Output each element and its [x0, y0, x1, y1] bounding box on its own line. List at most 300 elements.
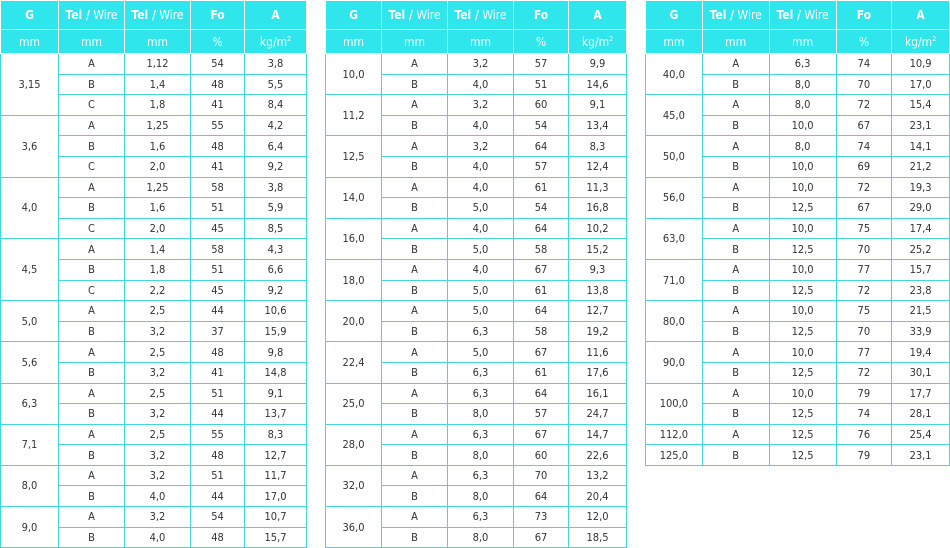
a-value: 6,6 [245, 259, 307, 280]
header-sublabel: Wire [734, 8, 762, 22]
table-row [646, 95, 950, 116]
unit-tel-wire-2: mm [448, 30, 514, 54]
header-a [569, 1, 627, 30]
a-value: 19,3 [892, 177, 950, 198]
header-label: Tel / [65, 8, 90, 22]
tel-wire-value: B [702, 404, 769, 425]
header-tel-wire [702, 1, 769, 30]
tel-wire-2-value: 4,0 [448, 259, 514, 280]
wire-table-3 [645, 0, 950, 466]
tel-wire-value: A [382, 177, 448, 198]
fo-value: 73 [514, 507, 569, 528]
table-row [1, 383, 307, 404]
a-value: 25,4 [892, 424, 950, 445]
header-sublabel: Wire [412, 8, 441, 22]
fo-value: 72 [836, 95, 892, 116]
g-value: 63,0 [646, 218, 703, 259]
g-value: 80,0 [646, 301, 703, 342]
fo-value: 51 [191, 259, 245, 280]
a-value: 11,3 [569, 177, 627, 198]
tel-wire-value: A [59, 54, 125, 75]
fo-value: 64 [514, 486, 569, 507]
tel-wire-2-value: 1,8 [125, 259, 191, 280]
header-sublabel: Wire [89, 8, 118, 22]
table-row [326, 136, 627, 157]
fo-value: 58 [191, 177, 245, 198]
table-row [1, 115, 307, 136]
a-value: 3,8 [245, 177, 307, 198]
a-value: 9,2 [245, 280, 307, 301]
fo-value: 64 [514, 383, 569, 404]
tel-wire-2-value: 3,2 [448, 136, 514, 157]
tel-wire-value: A [382, 259, 448, 280]
tel-wire-value: B [382, 156, 448, 177]
a-value: 8,3 [245, 424, 307, 445]
a-value: 4,2 [245, 115, 307, 136]
table-row [326, 507, 627, 528]
unit-g: mm [1, 30, 59, 54]
tel-wire-value: A [702, 177, 769, 198]
tel-wire-2-value: 4,0 [448, 156, 514, 177]
table-row [326, 465, 627, 486]
units-row [326, 30, 627, 54]
fo-value: 79 [836, 383, 892, 404]
fo-value: 37 [191, 321, 245, 342]
tel-wire-value: B [702, 280, 769, 301]
a-value: 14,6 [569, 74, 627, 95]
table-row [1, 177, 307, 198]
fo-value: 45 [191, 218, 245, 239]
table-row [1, 54, 307, 75]
a-value: 9,1 [245, 383, 307, 404]
tel-wire-value: B [702, 239, 769, 260]
table-row [646, 301, 950, 322]
fo-value: 76 [836, 424, 892, 445]
tel-wire-2-value: 12,5 [769, 362, 836, 383]
tel-wire-value: A [702, 95, 769, 116]
a-value: 29,0 [892, 198, 950, 219]
a-value: 8,4 [245, 95, 307, 116]
fo-value: 70 [836, 321, 892, 342]
header-label: A [271, 8, 280, 22]
tel-wire-value: B [59, 74, 125, 95]
unit-a [569, 30, 627, 54]
tel-wire-2-value: 6,3 [448, 362, 514, 383]
header-label: Tel / [388, 8, 413, 22]
tel-wire-value: A [702, 301, 769, 322]
a-value: 15,7 [245, 527, 307, 548]
unit-fo: % [191, 30, 245, 54]
tel-wire-value: C [59, 156, 125, 177]
tel-wire-2-value: 8,0 [448, 404, 514, 425]
fo-value: 58 [191, 239, 245, 260]
a-value: 15,7 [892, 259, 950, 280]
fo-value: 67 [514, 259, 569, 280]
fo-value: 54 [191, 54, 245, 75]
tel-wire-value: B [59, 321, 125, 342]
tel-wire-value: C [59, 280, 125, 301]
fo-value: 75 [836, 301, 892, 322]
a-value: 19,2 [569, 321, 627, 342]
a-value: 10,9 [892, 54, 950, 75]
tel-wire-2-value: 5,0 [448, 301, 514, 322]
g-value: 5,0 [1, 301, 59, 342]
g-value: 28,0 [326, 424, 382, 465]
g-value: 4,5 [1, 239, 59, 301]
tel-wire-value: A [382, 136, 448, 157]
tel-wire-2-value: 1,6 [125, 198, 191, 219]
header-label: G [349, 8, 358, 22]
header-label: Fo [856, 8, 871, 22]
header-fo [836, 1, 892, 30]
fo-value: 57 [514, 404, 569, 425]
a-value: 17,0 [892, 74, 950, 95]
fo-value: 41 [191, 156, 245, 177]
fo-value: 74 [836, 404, 892, 425]
fo-value: 64 [514, 301, 569, 322]
g-value: 45,0 [646, 95, 703, 136]
g-value: 56,0 [646, 177, 703, 218]
fo-value: 57 [514, 156, 569, 177]
unit-a-base: kg/m [259, 34, 288, 49]
tel-wire-2-value: 8,0 [769, 95, 836, 116]
header-sublabel: Wire [801, 8, 829, 22]
tel-wire-2-value: 1,25 [125, 177, 191, 198]
fo-value: 41 [191, 95, 245, 116]
tel-wire-value: B [702, 156, 769, 177]
tel-wire-value: A [382, 54, 448, 75]
tel-wire-2-value: 10,0 [769, 218, 836, 239]
a-value: 13,8 [569, 280, 627, 301]
tel-wire-2-value: 8,0 [448, 486, 514, 507]
tel-wire-2-value: 3,2 [448, 54, 514, 75]
a-value: 11,6 [569, 342, 627, 363]
fo-value: 67 [514, 342, 569, 363]
fo-value: 57 [514, 54, 569, 75]
a-value: 19,4 [892, 342, 950, 363]
a-value: 30,1 [892, 362, 950, 383]
tel-wire-value: B [382, 115, 448, 136]
fo-value: 44 [191, 301, 245, 322]
tel-wire-2-value: 3,2 [125, 445, 191, 466]
tel-wire-value: A [382, 95, 448, 116]
header-label: A [916, 8, 925, 22]
header-a [245, 1, 307, 30]
fo-value: 67 [514, 527, 569, 548]
tel-wire-2-value: 1,4 [125, 74, 191, 95]
header-label: Fo [210, 8, 225, 22]
a-value: 10,6 [245, 301, 307, 322]
table-row [326, 342, 627, 363]
a-value: 12,7 [245, 445, 307, 466]
table-row [646, 424, 950, 445]
tel-wire-value: B [382, 280, 448, 301]
tel-wire-value: B [702, 445, 769, 466]
unit-g: mm [646, 30, 703, 54]
fo-value: 61 [514, 362, 569, 383]
tel-wire-value: A [59, 301, 125, 322]
table-row [326, 301, 627, 322]
header-sublabel: Wire [478, 8, 507, 22]
tel-wire-value: A [59, 507, 125, 528]
table-row [1, 301, 307, 322]
header-label: A [593, 8, 602, 22]
g-value: 40,0 [646, 54, 703, 95]
tel-wire-2-value: 4,0 [125, 527, 191, 548]
unit-tel-wire: mm [59, 30, 125, 54]
tel-wire-value: A [382, 342, 448, 363]
tel-wire-value: A [59, 465, 125, 486]
fo-value: 64 [514, 218, 569, 239]
tel-wire-value: B [382, 239, 448, 260]
header-g [1, 1, 59, 30]
fo-value: 55 [191, 424, 245, 445]
tel-wire-2-value: 6,3 [448, 424, 514, 445]
fo-value: 67 [836, 115, 892, 136]
a-value: 5,9 [245, 198, 307, 219]
tel-wire-2-value: 6,3 [448, 465, 514, 486]
tel-wire-2-value: 3,2 [125, 465, 191, 486]
table-row [646, 218, 950, 239]
fo-value: 77 [836, 342, 892, 363]
tel-wire-2-value: 3,2 [125, 404, 191, 425]
fo-value: 70 [836, 239, 892, 260]
fo-value: 69 [836, 156, 892, 177]
fo-value: 64 [514, 136, 569, 157]
unit-fo: % [514, 30, 569, 54]
g-value: 10,0 [326, 54, 382, 95]
tel-wire-value: B [702, 198, 769, 219]
g-value: 12,5 [326, 136, 382, 177]
a-value: 9,8 [245, 342, 307, 363]
fo-value: 77 [836, 259, 892, 280]
tel-wire-value: A [702, 218, 769, 239]
tel-wire-value: A [702, 54, 769, 75]
unit-tel-wire-2: mm [125, 30, 191, 54]
tel-wire-2-value: 4,0 [448, 74, 514, 95]
tel-wire-2-value: 6,3 [769, 54, 836, 75]
table-row [326, 383, 627, 404]
fo-value: 70 [836, 74, 892, 95]
tel-wire-value: B [702, 115, 769, 136]
a-value: 13,7 [245, 404, 307, 425]
header-row [326, 1, 627, 30]
tel-wire-value: B [59, 362, 125, 383]
header-row [646, 1, 950, 30]
g-value: 3,15 [1, 54, 59, 116]
tel-wire-value: C [59, 218, 125, 239]
tel-wire-2-value: 8,0 [769, 74, 836, 95]
tel-wire-2-value: 2,5 [125, 342, 191, 363]
tel-wire-2-value: 1,12 [125, 54, 191, 75]
tel-wire-2-value: 8,0 [448, 527, 514, 548]
fo-value: 75 [836, 218, 892, 239]
a-value: 9,2 [245, 156, 307, 177]
fo-value: 48 [191, 445, 245, 466]
tel-wire-2-value: 10,0 [769, 177, 836, 198]
a-value: 3,8 [245, 54, 307, 75]
fo-value: 70 [514, 465, 569, 486]
g-value: 14,0 [326, 177, 382, 218]
header-tel-wire [59, 1, 125, 30]
a-value: 9,9 [569, 54, 627, 75]
header-fo [514, 1, 569, 30]
g-value: 18,0 [326, 259, 382, 300]
a-value: 10,2 [569, 218, 627, 239]
fo-value: 61 [514, 177, 569, 198]
tel-wire-2-value: 3,2 [125, 321, 191, 342]
fo-value: 51 [191, 465, 245, 486]
unit-tel-wire: mm [702, 30, 769, 54]
fo-value: 72 [836, 362, 892, 383]
tel-wire-2-value: 12,5 [769, 321, 836, 342]
fo-value: 72 [836, 177, 892, 198]
fo-value: 44 [191, 404, 245, 425]
a-value: 21,5 [892, 301, 950, 322]
a-value: 13,4 [569, 115, 627, 136]
table-row [646, 342, 950, 363]
header-label: Fo [533, 8, 549, 22]
g-value: 90,0 [646, 342, 703, 383]
header-label: Tel / [776, 8, 801, 22]
tel-wire-2-value: 5,0 [448, 342, 514, 363]
table-row [326, 54, 627, 75]
g-value: 11,2 [326, 95, 382, 136]
a-value: 9,1 [569, 95, 627, 116]
tel-wire-2-value: 10,0 [769, 259, 836, 280]
fo-value: 48 [191, 342, 245, 363]
a-value: 10,7 [245, 507, 307, 528]
tel-wire-2-value: 1,6 [125, 136, 191, 157]
tel-wire-value: A [382, 218, 448, 239]
g-value: 112,0 [646, 424, 703, 445]
tel-wire-2-value: 3,2 [125, 507, 191, 528]
g-value: 7,1 [1, 424, 59, 465]
table-row [646, 177, 950, 198]
a-value: 4,3 [245, 239, 307, 260]
a-value: 8,5 [245, 218, 307, 239]
a-value: 33,9 [892, 321, 950, 342]
g-value: 5,6 [1, 342, 59, 383]
tel-wire-2-value: 5,0 [448, 198, 514, 219]
fo-value: 79 [836, 445, 892, 466]
tel-wire-2-value: 1,8 [125, 95, 191, 116]
a-value: 18,5 [569, 527, 627, 548]
tel-wire-value: B [382, 527, 448, 548]
fo-value: 55 [191, 115, 245, 136]
header-g [646, 1, 703, 30]
fo-value: 51 [191, 383, 245, 404]
tel-wire-value: A [702, 259, 769, 280]
tel-wire-2-value: 3,2 [448, 95, 514, 116]
table-row [1, 424, 307, 445]
unit-g: mm [326, 30, 382, 54]
tel-wire-2-value: 12,5 [769, 239, 836, 260]
tel-wire-value: A [59, 383, 125, 404]
header-a [892, 1, 950, 30]
header-label: Tel / [454, 8, 479, 22]
tel-wire-value: B [382, 198, 448, 219]
header-g [326, 1, 382, 30]
unit-a-base: kg/m [581, 34, 610, 49]
a-value: 23,8 [892, 280, 950, 301]
tel-wire-2-value: 10,0 [769, 342, 836, 363]
tel-wire-2-value: 4,0 [125, 486, 191, 507]
tel-wire-value: B [59, 486, 125, 507]
unit-a-exponent: 2 [932, 34, 937, 43]
g-value: 6,3 [1, 383, 59, 424]
fo-value: 54 [514, 198, 569, 219]
tel-wire-2-value: 6,3 [448, 507, 514, 528]
fo-value: 51 [191, 198, 245, 219]
tel-wire-2-value: 2,0 [125, 218, 191, 239]
tel-wire-value: A [59, 342, 125, 363]
a-value: 14,8 [245, 362, 307, 383]
table-row [1, 342, 307, 363]
tel-wire-2-value: 2,5 [125, 301, 191, 322]
a-value: 22,6 [569, 445, 627, 466]
a-value: 12,4 [569, 156, 627, 177]
tel-wire-value: B [59, 445, 125, 466]
table-row [646, 445, 950, 466]
header-label: G [25, 8, 34, 22]
table-row [1, 239, 307, 260]
fo-value: 44 [191, 486, 245, 507]
a-value: 23,1 [892, 445, 950, 466]
a-value: 15,2 [569, 239, 627, 260]
wire-table-2 [325, 0, 627, 548]
a-value: 12,0 [569, 507, 627, 528]
tel-wire-2-value: 10,0 [769, 115, 836, 136]
a-value: 24,7 [569, 404, 627, 425]
a-value: 23,1 [892, 115, 950, 136]
fo-value: 61 [514, 280, 569, 301]
unit-a-base: kg/m [904, 34, 933, 49]
tel-wire-2-value: 1,25 [125, 115, 191, 136]
tel-wire-2-value: 3,2 [125, 362, 191, 383]
a-value: 8,3 [569, 136, 627, 157]
a-value: 28,1 [892, 404, 950, 425]
fo-value: 60 [514, 445, 569, 466]
wire-table-1 [0, 0, 307, 548]
table-row [326, 218, 627, 239]
table-row [326, 424, 627, 445]
tel-wire-2-value: 6,3 [448, 321, 514, 342]
a-value: 20,4 [569, 486, 627, 507]
a-value: 17,0 [245, 486, 307, 507]
fo-value: 48 [191, 136, 245, 157]
a-value: 11,7 [245, 465, 307, 486]
a-value: 21,2 [892, 156, 950, 177]
header-fo [191, 1, 245, 30]
fo-value: 72 [836, 280, 892, 301]
tel-wire-value: B [382, 404, 448, 425]
tel-wire-value: A [702, 424, 769, 445]
g-value: 4,0 [1, 177, 59, 239]
tel-wire-2-value: 12,5 [769, 424, 836, 445]
tel-wire-value: B [59, 527, 125, 548]
tel-wire-value: B [702, 362, 769, 383]
g-value: 3,6 [1, 115, 59, 177]
a-value: 14,7 [569, 424, 627, 445]
table-row [646, 54, 950, 75]
tel-wire-value: B [382, 74, 448, 95]
header-tel-wire [382, 1, 448, 30]
g-value: 32,0 [326, 465, 382, 506]
tel-wire-value: B [59, 404, 125, 425]
table-row [1, 465, 307, 486]
units-row [646, 30, 950, 54]
